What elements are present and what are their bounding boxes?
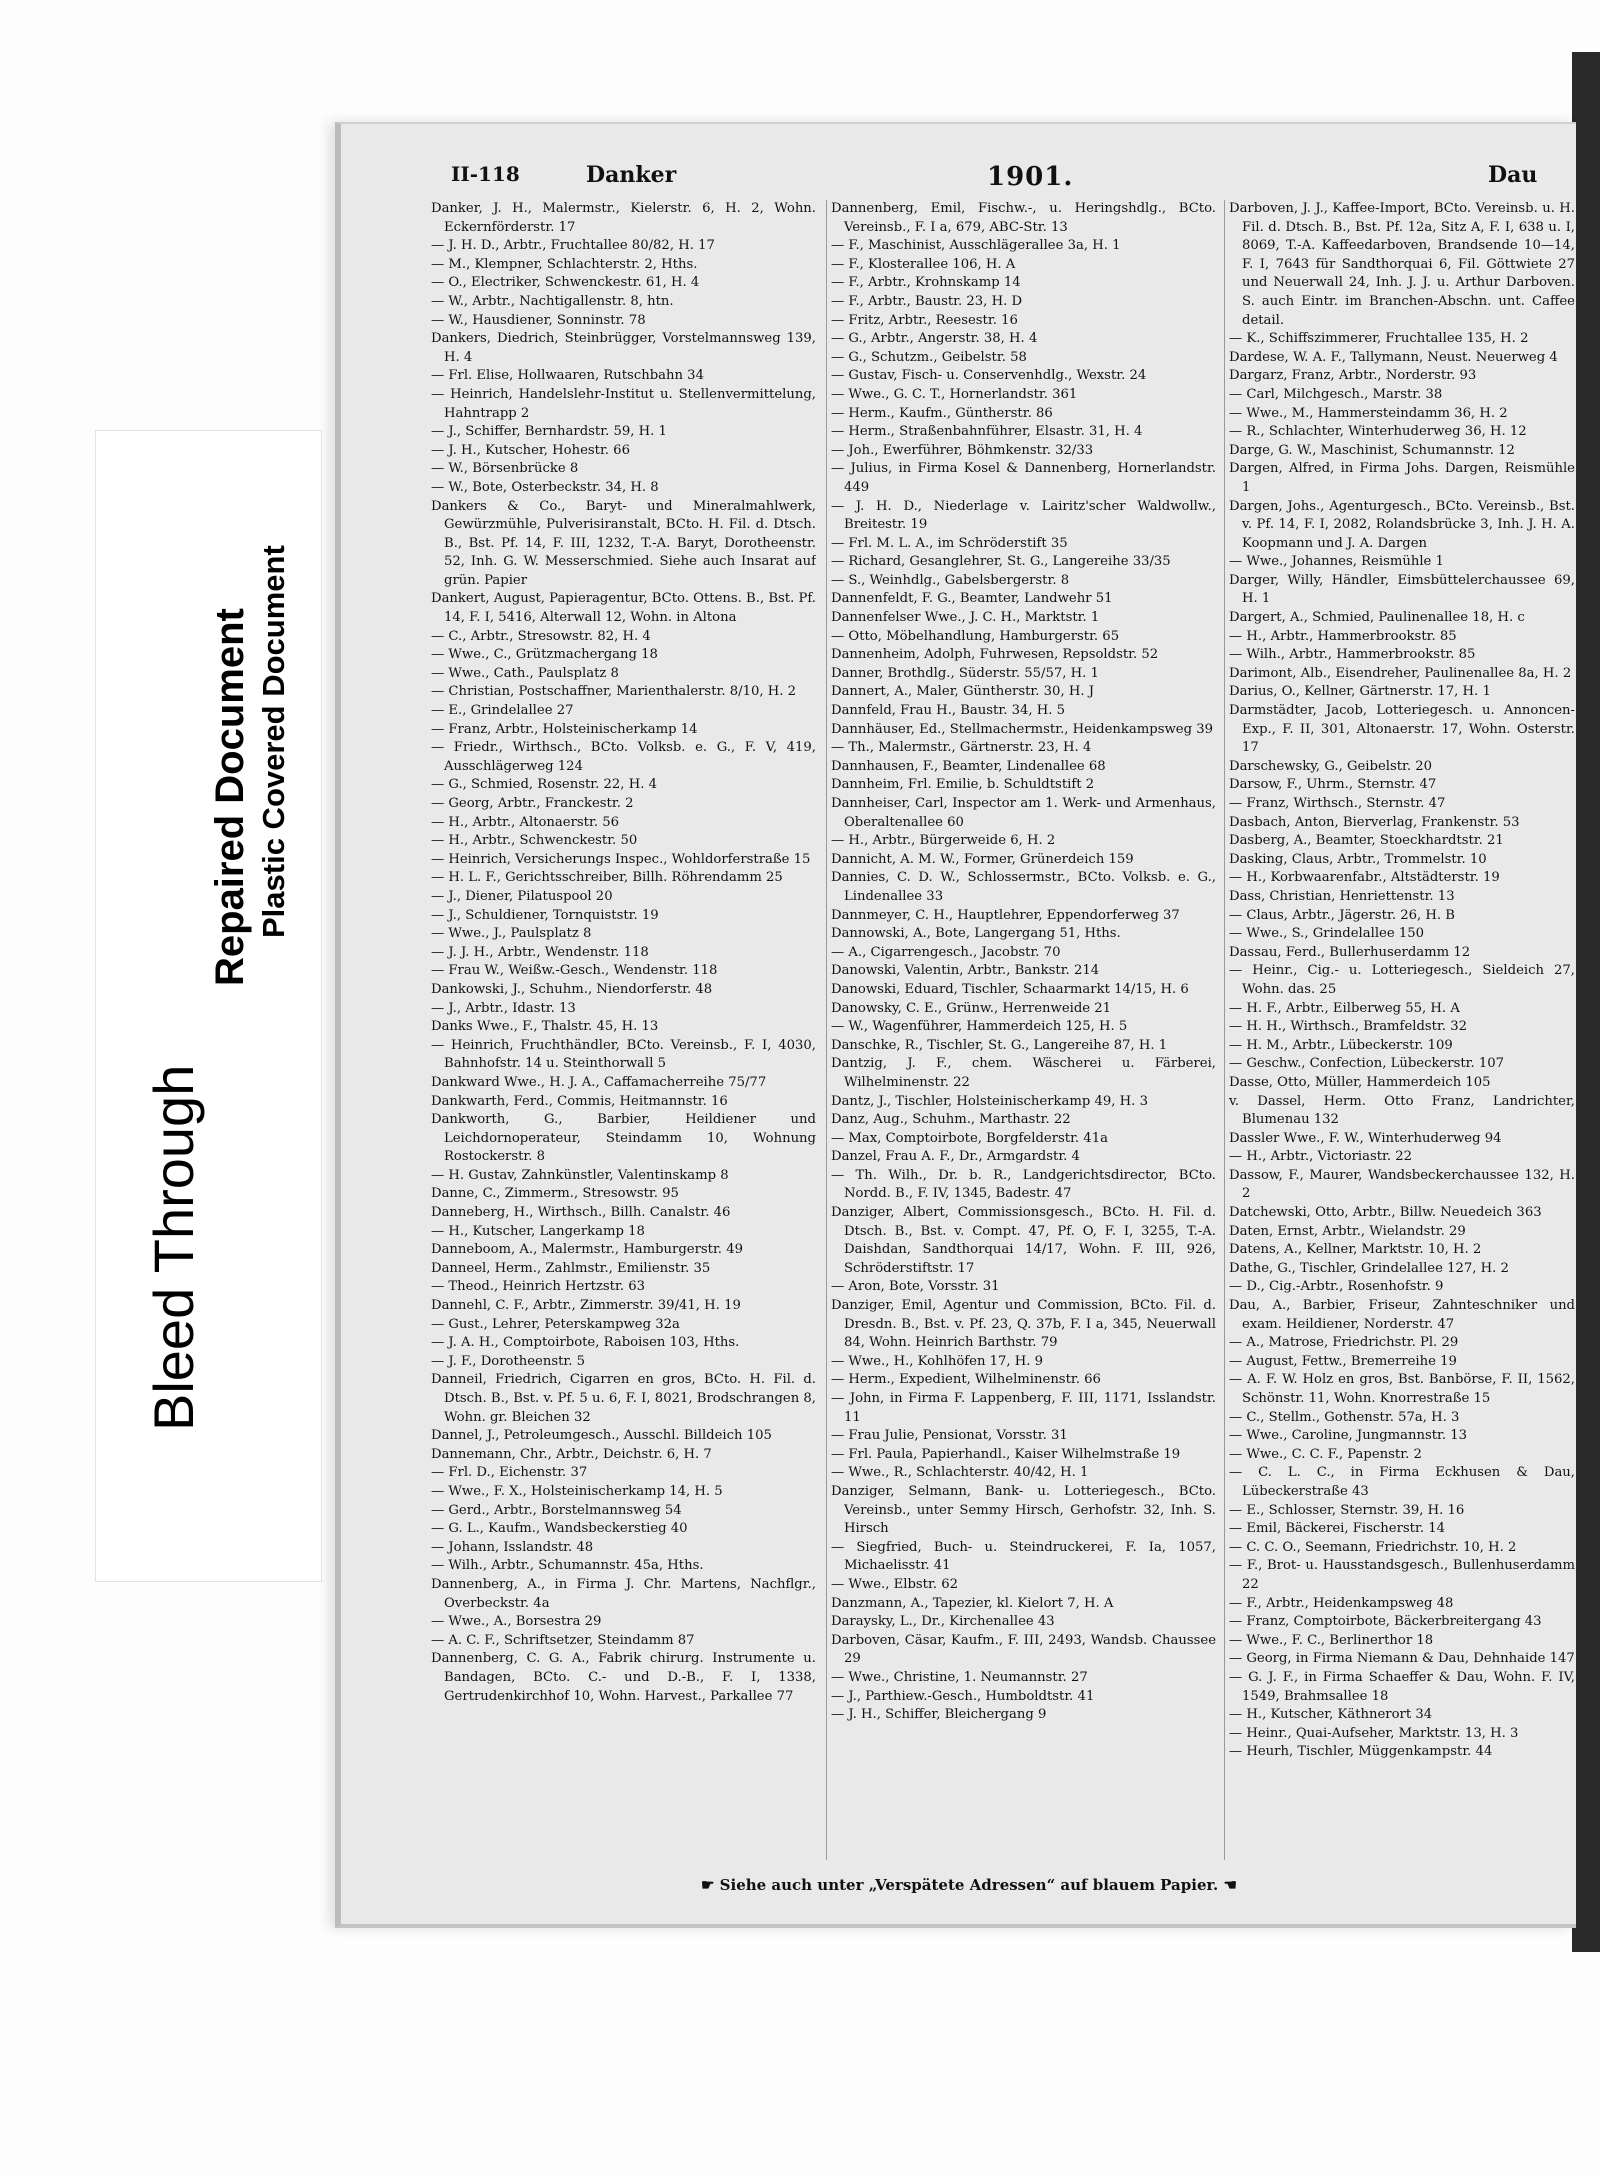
directory-entry: Daraysky, L., Dr., Kirchenallee 43 <box>831 1614 1055 1630</box>
directory-entry: — G., Schutzm., Geibelstr. 58 <box>831 349 1027 365</box>
directory-entry: — H., Arbtr., Bürgerweide 6, H. 2 <box>831 833 1056 849</box>
directory-entry: Dannheim, Frl. Emilie, b. Schuldtstift 2 <box>831 777 1095 793</box>
directory-entry: — Wwe., F. C., Berlinerthor 18 <box>1229 1632 1434 1648</box>
directory-entry: — J. F., Dorotheenstr. 5 <box>431 1353 586 1369</box>
directory-entry: — Friedr., Wirthsch., BCto. Volksb. e. G., F. V, 419, Ausschlägerweg 124 <box>431 740 816 774</box>
directory-entry: — Franz, Arbtr., Holsteinischerkamp 14 <box>431 721 698 737</box>
directory-entry: — F., Arbtr., Baustr. 23, H. D <box>831 293 1023 309</box>
directory-entry: Dantzig, J. F., chem. Wäscherei u. Färberei, Wilhelminenstr. 22 <box>831 1056 1216 1090</box>
directory-entry: — Th., Malermstr., Gärtnerstr. 23, H. 4 <box>831 740 1092 756</box>
directory-entry: — J. H., Schiffer, Bleichergang 9 <box>831 1707 1047 1723</box>
directory-entry: Dankward Wwe., H. J. A., Caffamacherreihe 75/77 <box>431 1074 767 1090</box>
directory-entry: — W., Wagenführer, Hammerdeich 125, H. 5 <box>831 1019 1128 1035</box>
directory-entry: — Wwe., H., Kohlhöfen 17, H. 9 <box>831 1353 1044 1369</box>
directory-entry: Daten, Ernst, Arbtr., Wielandstr. 29 <box>1229 1223 1466 1239</box>
directory-entry: Danz, Aug., Schuhm., Marthastr. 22 <box>831 1112 1071 1128</box>
directory-entry: — Th. Wilh., Dr. b. R., Landgerichtsdirector, BCto. Nordd. B., F. IV, 1345, Badestr. 47 <box>831 1167 1216 1202</box>
directory-entry: — Fritz, Arbtr., Reesestr. 16 <box>831 312 1018 328</box>
directory-entry: Danks Wwe., F., Thalstr. 45, H. 13 <box>431 1019 659 1035</box>
directory-entry: — H., Arbtr., Victoriastr. 22 <box>1229 1149 1413 1165</box>
directory-entry: — Gustav, Fisch- u. Conservenhdlg., Wexstr. 24 <box>831 368 1147 384</box>
directory-entry: — Claus, Arbtr., Jägerstr. 26, H. B <box>1229 907 1455 923</box>
directory-entry: — J., Arbtr., Idastr. 13 <box>431 1000 576 1016</box>
directory-entry: Danziger, Albert, Commissionsgesch., BCto. H. Fil. d. Dtsch. B., Bst. v. Compt. 47, Pf. O, F. I, 3255, T.-A. Daishdan, Sandthorquai 14/17, Wohn. F. III, 926, Schröderstiftstr. 17 <box>831 1205 1216 1276</box>
directory-entry: — M., Klempner, Schlachterstr. 2, Hths. <box>431 256 698 272</box>
directory-entry: — Herm., Kaufm., Güntherstr. 86 <box>831 405 1053 421</box>
directory-entry: Dannhäuser, Ed., Stellmachermstr., Heidenkampsweg 39 <box>831 721 1213 737</box>
directory-entry: — H., Arbtr., Schwenckestr. 50 <box>431 833 638 849</box>
directory-entry: Dankers, Diedrich, Steinbrügger, Vorstelmannsweg 139, H. 4 <box>431 331 816 365</box>
directory-entry: — Julius, in Firma Kosel & Dannenberg, Hornerlandstr. 449 <box>831 461 1216 495</box>
directory-entry: Dass, Christian, Henriettenstr. 13 <box>1229 888 1455 904</box>
bleed-through-label: Bleed Through <box>142 1064 205 1431</box>
directory-entry: — Herm., Straßenbahnführer, Elsastr. 31, H. 4 <box>831 424 1143 440</box>
column-left <box>431 200 816 1860</box>
directory-entry: — G., Schmied, Rosenstr. 22, H. 4 <box>431 777 657 793</box>
directory-entry: — August, Fettw., Bremerreihe 19 <box>1229 1353 1457 1369</box>
column-right <box>1224 200 1575 1860</box>
directory-entry: Darge, G. W., Maschinist, Schumannstr. 12 <box>1229 442 1515 458</box>
directory-entry: — W., Bote, Osterbeckstr. 34, H. 8 <box>431 479 659 495</box>
plastic-covered-label: Plastic Covered Document <box>256 545 291 938</box>
directory-entry: Datchewski, Otto, Arbtr., Billw. Neuedeich 363 <box>1229 1205 1542 1221</box>
directory-entry: Dannehl, C. F., Arbtr., Zimmerstr. 39/41, H. 19 <box>431 1298 741 1314</box>
column-middle <box>826 200 1216 1860</box>
directory-entry: — Frl. Paula, Papierhandl., Kaiser Wilhelmstraße 19 <box>831 1446 1181 1462</box>
directory-entry: Dannowski, A., Bote, Langergang 51, Hths. <box>831 926 1121 942</box>
directory-entry: — Heurh, Tischler, Müggenkampstr. 44 <box>1229 1744 1493 1760</box>
directory-entry: — Heinr., Cig.- u. Lotteriegesch., Sieldeich 27, Wohn. das. 25 <box>1229 963 1575 997</box>
directory-entry: v. Dassel, Herm. Otto Franz, Landrichter, Blumenau 132 <box>1229 1093 1575 1128</box>
directory-entry: Dassler Wwe., F. W., Winterhuderweg 94 <box>1229 1130 1502 1146</box>
directory-entry: Dannel, J., Petroleumgesch., Ausschl. Billdeich 105 <box>431 1428 772 1444</box>
directory-entry: — H. M., Arbtr., Lübeckerstr. 109 <box>1229 1037 1453 1053</box>
directory-entry: Dasking, Claus, Arbtr., Trommelstr. 10 <box>1229 851 1487 867</box>
directory-entry: — A. F. W. Holz en gros, Bst. Banbörse, F. II, 1562, Schönstr. 11, Wohn. Knorrestraße 15 <box>1229 1372 1575 1406</box>
directory-entry: — Wwe., J., Paulsplatz 8 <box>431 926 592 942</box>
directory-entry: — Theod., Heinrich Hertzstr. 63 <box>431 1279 645 1295</box>
directory-entry: — Georg, Arbtr., Franckestr. 2 <box>431 796 634 811</box>
directory-entry: Dannenberg, C. G. A., Fabrik chirurg. Instrumente u. Bandagen, BCto. C.- und D.-B., F. I, 1338, Gertrudenkirchhof 10, Wohn. Harvest., Parkallee 77 <box>431 1651 816 1704</box>
directory-page <box>335 122 1576 1928</box>
directory-entry: Danziger, Emil, Agentur und Commission, BCto. Fil. d. Dresdn. B., Bst. v. Pf. 23, Q. 37b, F. I a, 345, Neuerwall 84, Wohn. Heinrich Barthstr. 79 <box>831 1298 1216 1351</box>
directory-entry: Dargert, A., Schmied, Paulinenallee 18, H. c <box>1229 610 1525 626</box>
directory-entry: — J., Parthiew.-Gesch., Humboldtstr. 41 <box>831 1688 1095 1704</box>
footer-note: ☛ Siehe auch unter „Verspätete Adressen“ auf blauem Papier. ☚ <box>701 1876 1237 1894</box>
directory-entry: Dannhausen, F., Beamter, Lindenallee 68 <box>831 758 1106 774</box>
directory-entry: — J. H., Kutscher, Hohestr. 66 <box>431 442 630 458</box>
directory-entry: — Siegfried, Buch- u. Steindruckerei, F. Ia, 1057, Michaelisstr. 41 <box>831 1539 1216 1574</box>
directory-entry: Danziger, Selmann, Bank- u. Lotteriegesch., BCto. Vereinsb., unter Semmy Hirsch, Gerhofstr. 32, Inh. S. Hirsch <box>831 1483 1216 1537</box>
page-number: II-118 <box>451 162 520 186</box>
directory-entry: Dasbach, Anton, Bierverlag, Frankenstr. 53 <box>1229 814 1520 830</box>
directory-entry: — Wilh., Arbtr., Schumannstr. 45a, Hths. <box>431 1558 704 1574</box>
directory-entry: Danne, C., Zimmerm., Stresowstr. 95 <box>431 1186 679 1202</box>
directory-entry: — Wwe., F. X., Holsteinischerkamp 14, H. 5 <box>431 1483 723 1499</box>
repaired-document-label: Repaired Document <box>208 608 252 986</box>
directory-entry: — A. C. F., Schriftsetzer, Steindamm 87 <box>431 1632 695 1648</box>
directory-entry: Dargen, Alfred, in Firma Johs. Dargen, Reismühle 1 <box>1229 461 1575 495</box>
directory-entry: — Frau Julie, Pensionat, Vorsstr. 31 <box>831 1428 1068 1444</box>
directory-entry: Danneberg, H., Wirthsch., Billh. Canalstr. 46 <box>431 1205 731 1221</box>
directory-entry: — S., Weinhdlg., Gabelsbergerstr. 8 <box>831 572 1070 588</box>
directory-entry: Darboven, J. J., Kaffee-Import, BCto. Vereinsb. u. H. Fil. d. Dtsch. B., Bst. Pf. 12a, Sitz A, F. I, 638 u. I, 8069, T.-A. Kaffeedarboven, Brandsende 10—14, F. I, 7643 für Sandthorquai 6, Fil. Göttwiete 27 und Neuerwall 24, Inh. J. J. u. Arthur Darboven. S. auch Eintr. im Branchen-Abschn. unt. Caffee detail. <box>1229 201 1575 328</box>
directory-entry: Dannenberg, A., in Firma J. Chr. Martens, Nachflgr., Overbeckstr. 4a <box>431 1576 816 1611</box>
directory-entry: — F., Arbtr., Krohnskamp 14 <box>831 275 1021 291</box>
directory-entry: — Wilh., Arbtr., Hammerbrookstr. 85 <box>1229 647 1476 663</box>
left-keyword: Danker <box>586 162 677 188</box>
directory-entry: Danowsky, C. E., Grünw., Herrenweide 21 <box>831 1000 1112 1016</box>
directory-entry: — Frl. D., Eichenstr. 37 <box>431 1465 588 1481</box>
directory-entry: — J. H. D., Arbtr., Fruchtallee 80/82, H. 17 <box>431 238 715 254</box>
directory-entry: — Gust., Lehrer, Peterskampweg 32a <box>431 1316 680 1332</box>
directory-entry: Dargen, Johs., Agenturgesch., BCto. Vereinsb., Bst. v. Pf. 14, F. I, 2082, Rolandsbrücke 3, Inh. J. H. A. Koopmann und J. A. Dargen <box>1229 498 1575 551</box>
directory-entry: — Wwe., M., Hammersteindamm 36, H. 2 <box>1229 405 1508 421</box>
directory-entry: — Wwe., Johannes, Reismühle 1 <box>1229 554 1444 570</box>
directory-entry: — H. F., Arbtr., Eilberweg 55, H. A <box>1229 1000 1460 1016</box>
directory-entry: — Wwe., C. C. F., Papenstr. 2 <box>1229 1446 1422 1462</box>
directory-entry: Danner, Brothdlg., Süderstr. 55/57, H. 1 <box>831 665 1099 681</box>
directory-entry: — C. L. C., in Firma Eckhusen & Dau, Lübeckerstraße 43 <box>1229 1465 1575 1499</box>
directory-entry: — Wwe., C., Grützmachergang 18 <box>431 647 658 663</box>
directory-entry: Dasberg, A., Beamter, Stoeckhardtstr. 21 <box>1229 833 1504 849</box>
directory-entry: Dassow, F., Maurer, Wandsbeckerchaussee 132, H. 2 <box>1229 1167 1575 1202</box>
directory-entry: — G. J. F., in Firma Schaeffer & Dau, Wohn. F. IV, 1549, Brahmsallee 18 <box>1229 1669 1575 1704</box>
directory-entry: — Johann, Isslandstr. 48 <box>431 1539 594 1555</box>
directory-entry: — A., Matrose, Friedrichstr. Pl. 29 <box>1229 1335 1459 1351</box>
directory-entry: Danowski, Eduard, Tischler, Schaarmarkt 14/15, H. 6 <box>831 981 1189 997</box>
directory-entry: — Wwe., Cath., Paulsplatz 8 <box>431 665 619 681</box>
directory-entry: Dardese, W. A. F., Tallymann, Neust. Neuerweg 4 <box>1229 349 1558 365</box>
directory-entry: Danzel, Frau A. F., Dr., Armgardstr. 4 <box>831 1149 1080 1165</box>
directory-entry: Darschewsky, G., Geibelstr. 20 <box>1229 758 1433 774</box>
directory-entry: — Emil, Bäckerei, Fischerstr. 14 <box>1229 1521 1445 1537</box>
directory-entry: Danneil, Friedrich, Cigarren en gros, BCto. H. Fil. d. Dtsch. B., Bst. v. Pf. 5 u. 6, F. I, 8021, Brodschrangen 8, Wohn. gr. Bleichen 32 <box>431 1372 816 1425</box>
directory-entry: — H. H., Wirthsch., Bramfeldstr. 32 <box>1229 1019 1467 1035</box>
directory-entry: — Geschw., Confection, Lübeckerstr. 107 <box>1229 1056 1505 1072</box>
directory-entry: Dannenheim, Adolph, Fuhrwesen, Repsoldstr. 52 <box>831 647 1159 663</box>
directory-entry: Dankowski, J., Schuhm., Niendorferstr. 48 <box>431 981 713 997</box>
directory-entry: Danneel, Herm., Zahlmstr., Emilienstr. 35 <box>431 1260 711 1276</box>
directory-entry: — Wwe., Caroline, Jungmannstr. 13 <box>1229 1428 1468 1444</box>
directory-entry: — C., Arbtr., Stresowstr. 82, H. 4 <box>431 628 651 644</box>
directory-entry: Dannenberg, Emil, Fischw.-, u. Heringshdlg., BCto. Vereinsb., F. I a, 679, ABC-Str. 13 <box>831 201 1216 235</box>
directory-entry: Danzmann, A., Tapezier, kl. Kielort 7, H. A <box>831 1595 1114 1611</box>
directory-entry: Danowski, Valentin, Arbtr., Bankstr. 214 <box>831 963 1100 979</box>
directory-entry: — C., Stellm., Gothenstr. 57a, H. 3 <box>1229 1409 1460 1425</box>
directory-entry: — J., Schuldiener, Tornquiststr. 19 <box>431 907 659 923</box>
directory-entry: — O., Electriker, Schwenckestr. 61, H. 4 <box>431 275 700 291</box>
directory-entry: — H., Arbtr., Altonaerstr. 56 <box>431 814 619 830</box>
directory-entry: Dannert, A., Maler, Güntherstr. 30, H. J <box>831 684 1095 700</box>
directory-entry: — Wwe., G. C. T., Hornerlandstr. 361 <box>831 386 1078 402</box>
directory-entry: — A., Cigarrengesch., Jacobstr. 70 <box>831 944 1061 960</box>
directory-entry: Danker, J. H., Malermstr., Kielerstr. 6, H. 2, Wohn. Eckernförderstr. 17 <box>431 201 816 235</box>
directory-entry: — Heinrich, Versicherungs Inspec., Wohldorferstraße 15 <box>431 851 811 867</box>
directory-entry: — John, in Firma F. Lappenberg, F. III, 1171, Isslandstr. 11 <box>831 1391 1216 1425</box>
directory-entry: Darimont, Alb., Eisendreher, Paulinenallee 8a, H. 2 <box>1229 665 1572 681</box>
directory-entry: — Frl. Elise, Hollwaaren, Rutschbahn 34 <box>431 368 704 384</box>
directory-entry: Dannenfelser Wwe., J. C. H., Marktstr. 1 <box>831 610 1100 626</box>
directory-entry: — K., Schiffszimmerer, Fruchtallee 135, H. 2 <box>1229 331 1529 347</box>
directory-entry: Dannenfeldt, F. G., Beamter, Landwehr 51 <box>831 591 1113 607</box>
directory-entry: Dathe, G., Tischler, Grindelallee 127, H. 2 <box>1229 1260 1509 1276</box>
directory-entry: — Wwe., Elbstr. 62 <box>831 1576 958 1592</box>
directory-entry: — Heinrich, Fruchthändler, BCto. Vereinsb., F. I, 4030, Bahnhofstr. 14 u. Steinthorwall 5 <box>431 1037 816 1072</box>
directory-entry: — Wwe., A., Borsestra 29 <box>431 1614 602 1630</box>
directory-entry: Dannmeyer, C. H., Hauptlehrer, Eppendorferweg 37 <box>831 907 1180 923</box>
directory-entry: Dankert, August, Papieragentur, BCto. Ottens. B., Bst. Pf. 14, F. I, 5416, Alterwall 12, Wohn. in Altona <box>431 591 816 626</box>
directory-entry: Danschke, R., Tischler, St. G., Langereihe 87, H. 1 <box>831 1037 1168 1053</box>
directory-entry: Darsow, F., Uhrm., Sternstr. 47 <box>1229 777 1437 793</box>
directory-entry: — Wwe., R., Schlachterstr. 40/42, H. 1 <box>831 1465 1089 1481</box>
directory-entry: — H. Gustav, Zahnkünstler, Valentinskamp 8 <box>431 1167 729 1183</box>
directory-entry: — Carl, Milchgesch., Marstr. 38 <box>1229 386 1443 402</box>
directory-entry: Darmstädter, Jacob, Lotteriegesch. u. Annoncen-Exp., F. II, 301, Altonaerstr. 17, Wohn. Osterstr. 17 <box>1229 703 1575 756</box>
condition-label-card <box>95 430 322 1582</box>
directory-entry: — Christian, Postschaffner, Marienthalerstr. 8/10, H. 2 <box>431 684 797 700</box>
directory-entry: Dankers & Co., Baryt- und Mineralmahlwerk, Gewürzmühle, Pulverisiranstalt, BCto. H. Fil. d. Dtsch. B., Bst. Pf. 14, F. III, 1232, T.-A. Baryt, Dorotheenstr. 52, Inh. G. W. Messerschmied. Siehe auch Insarat auf grün. Papier <box>431 498 816 588</box>
directory-entry: — Franz, Wirthsch., Sternstr. 47 <box>1229 796 1446 811</box>
directory-entry: — H., Kutscher, Langerkamp 18 <box>431 1223 645 1239</box>
directory-entry: Dannicht, A. M. W., Former, Grünerdeich 159 <box>831 851 1134 867</box>
directory-entry: Darger, Willy, Händler, Eimsbüttelerchaussee 69, H. 1 <box>1229 572 1575 607</box>
directory-entry: — F., Maschinist, Ausschlägerallee 3a, H. 1 <box>831 238 1121 254</box>
directory-entry: — E., Schlosser, Sternstr. 39, H. 16 <box>1229 1502 1465 1518</box>
directory-entry: Dankworth, G., Barbier, Heildiener und Leichdornoperateur, Steindamm 10, Wohnung Rostockerstr. 8 <box>431 1112 816 1165</box>
directory-entry: Dassau, Ferd., Bullerhuserdamm 12 <box>1229 944 1471 960</box>
directory-entry: — Joh., Ewerführer, Böhmkenstr. 32/33 <box>831 442 1094 458</box>
directory-entry: — J., Diener, Pilatuspool 20 <box>431 888 613 904</box>
directory-entry: — Otto, Möbelhandlung, Hamburgerstr. 65 <box>831 628 1120 644</box>
directory-entry: — H., Kutscher, Käthnerort 34 <box>1229 1707 1433 1723</box>
directory-entry: — J. A. H., Comptoirbote, Raboisen 103, Hths. <box>431 1335 740 1351</box>
directory-entry: — G. L., Kaufm., Wandsbeckerstieg 40 <box>431 1521 688 1537</box>
directory-entry: Danneboom, A., Malermstr., Hamburgerstr. 49 <box>431 1242 743 1258</box>
directory-entry: — H., Korbwaarenfabr., Altstädterstr. 19 <box>1229 870 1500 886</box>
directory-entry: — W., Arbtr., Nachtigallenstr. 8, htn. <box>431 293 674 309</box>
directory-entry: — Gerd., Arbtr., Borstelmannsweg 54 <box>431 1502 682 1518</box>
directory-entry: — C. C. O., Seemann, Friedrichstr. 10, H. 2 <box>1229 1539 1517 1555</box>
directory-entry: — Heinr., Quai-Aufseher, Marktstr. 13, H. 3 <box>1229 1725 1519 1741</box>
directory-entry: Dankwarth, Ferd., Commis, Heitmannstr. 16 <box>431 1093 728 1109</box>
directory-entry: — J., Schiffer, Bernhardstr. 59, H. 1 <box>431 424 667 440</box>
directory-entry: — F., Brot- u. Hausstandsgesch., Bullenhuserdamm 22 <box>1229 1558 1575 1592</box>
directory-entry: — W., Hausdiener, Sonninstr. 78 <box>431 312 646 328</box>
directory-entry: Darius, O., Kellner, Gärtnerstr. 17, H. 1 <box>1229 684 1491 700</box>
directory-entry: Dargarz, Franz, Arbtr., Norderstr. 93 <box>1229 368 1477 384</box>
directory-entry: — Frl. M. L. A., im Schröderstift 35 <box>831 535 1068 551</box>
directory-entry: — Herm., Expedient, Wilhelminenstr. 66 <box>831 1372 1101 1388</box>
directory-entry: — H. L. F., Gerichtsschreiber, Billh. Röhrendamm 25 <box>431 870 783 886</box>
directory-entry: — Wwe., Christine, 1. Neumannstr. 27 <box>831 1669 1088 1685</box>
directory-entry: — Wwe., S., Grindelallee 150 <box>1229 926 1425 942</box>
directory-entry: — Heinrich, Handelslehr-Institut u. Stellenvermittelung, Hahntrapp 2 <box>431 386 816 421</box>
directory-entry: — H., Arbtr., Hammerbrookstr. 85 <box>1229 628 1457 644</box>
right-keyword: Dau <box>1488 162 1538 188</box>
directory-entry: — Franz, Comptoirbote, Bäckerbreitergang 43 <box>1229 1614 1542 1630</box>
directory-entry: — Richard, Gesanglehrer, St. G., Langereihe 33/35 <box>831 554 1171 570</box>
directory-entry: — Aron, Bote, Vorsstr. 31 <box>831 1279 1000 1295</box>
directory-entry: Dau, A., Barbier, Friseur, Zahnteschniker und exam. Heildiener, Norderstr. 47 <box>1229 1298 1575 1332</box>
directory-entry: — E., Grindelallee 27 <box>431 703 574 719</box>
page-header <box>451 162 1561 198</box>
directory-entry: — D., Cig.-Arbtr., Rosenhofstr. 9 <box>1229 1279 1444 1295</box>
directory-entry: Dasse, Otto, Müller, Hammerdeich 105 <box>1229 1074 1491 1090</box>
directory-entry: — J. J. H., Arbtr., Wendenstr. 118 <box>431 944 649 960</box>
directory-entry: — Max, Comptoirbote, Borgfelderstr. 41a <box>831 1130 1108 1146</box>
directory-entry: Dantz, J., Tischler, Holsteinischerkamp 49, H. 3 <box>831 1093 1148 1109</box>
directory-entry: Datens, A., Kellner, Marktstr. 10, H. 2 <box>1229 1242 1482 1258</box>
directory-entry: Dannfeld, Frau H., Baustr. 34, H. 5 <box>831 703 1066 719</box>
directory-entry: — J. H. D., Niederlage v. Lairitz'scher Waldwollw., Breitestr. 19 <box>831 498 1216 533</box>
directory-entry: Dannemann, Chr., Arbtr., Deichstr. 6, H. 7 <box>431 1446 712 1462</box>
directory-entry: Darboven, Cäsar, Kaufm., F. III, 2493, Wandsb. Chaussee 29 <box>831 1632 1216 1667</box>
scanner-edge-strip <box>1572 52 1600 1952</box>
page-year: 1901. <box>987 162 1074 192</box>
directory-entry: — W., Börsenbrücke 8 <box>431 461 579 477</box>
directory-entry: — G., Arbtr., Angerstr. 38, H. 4 <box>831 331 1038 347</box>
directory-entry: — R., Schlachter, Winterhuderweg 36, H. 12 <box>1229 424 1527 440</box>
directory-entry: — Georg, in Firma Niemann & Dau, Dehnhaide 147 <box>1229 1651 1575 1667</box>
directory-entry: — Frau W., Weißw.-Gesch., Wendenstr. 118 <box>431 963 718 979</box>
directory-entry: Dannheiser, Carl, Inspector am 1. Werk- und Armenhaus, Oberaltenallee 60 <box>831 796 1216 830</box>
directory-entry: — F., Klosterallee 106, H. A <box>831 256 1016 272</box>
directory-entry: — F., Arbtr., Heidenkampsweg 48 <box>1229 1595 1454 1611</box>
directory-entry: Dannies, C. D. W., Schlossermstr., BCto. Volksb. e. G., Lindenallee 33 <box>831 870 1216 904</box>
